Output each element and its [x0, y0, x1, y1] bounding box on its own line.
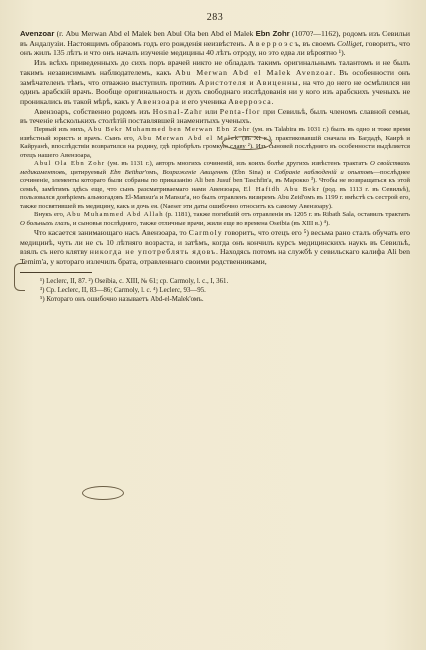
text-run: говоритъ, что отецъ его ⁵) весьма рано сталъ обучать его медицинѣ, чуть ли не съ 10 лѣтняго возраста, и затѣмъ, когда онъ кончилъ курсъ медицинскихъ наукъ въ Севильѣ, взялъ съ него клятву [20, 228, 410, 257]
text-run: Penta-flor [219, 106, 261, 116]
text-run: Abu Muhammed Abd Allah [66, 211, 164, 219]
text-run: Изъ всѣхъ приведенныхъ до сихъ поръ врачей никто не обладалъ такимъ оригинальнымъ талантомъ и не былъ такимъ независимымъ наблюдателемъ, какъ [20, 58, 410, 77]
text-run: О больныхъ глазъ [20, 219, 70, 227]
text-run: (Ebn Sina) и [228, 168, 275, 176]
text-run: El Hafidh Abu Bekr [243, 185, 320, 193]
text-run: , цитируемый [65, 168, 110, 176]
footnote: ¹) Leclerc, II, 87. ²) Oseibia, с. XIII, № 61; ср. Carmoly, l. c., I, 361. [40, 277, 229, 285]
text-run: Abu Merwan Abd el Malek [137, 134, 240, 142]
text-run: Аристотеля [198, 77, 247, 87]
text-run: Внукъ его, [34, 211, 67, 219]
text-run: Возраженіе Авиценнѣ [162, 168, 229, 176]
text-run: Авензоаръ, собственно родомъ изъ [34, 106, 153, 116]
text-run: Carmoly [188, 228, 223, 238]
paragraph [20, 211, 410, 228]
text-run: Hosnal-Zahr [152, 106, 203, 116]
paragraph [20, 228, 410, 267]
text-run: Abul Ola Ebn Zohr [34, 160, 106, 168]
text-run: и его ученика [179, 96, 229, 106]
text-run: Первый изъ нихъ, [34, 126, 88, 134]
text-run: Colliget [337, 38, 362, 48]
text-run: Ebn Beithar [110, 168, 145, 176]
text-run: или [202, 106, 220, 116]
text-run: (г. Abu Merwan Abd el Malek ben Abul Ola ben Abd el Malek [54, 29, 256, 38]
text-run: (ум. въ 1131 г.), авторъ многихъ сочиненій, изъ коихъ болѣе другихъ извѣстенъ трактатъ [105, 160, 370, 168]
text-run: (род. въ 1113 г. въ Севильѣ), пользовался довѣріемъ альмогадовъ El-Mansur'а и Mansur'а, но былъ отравленъ визиремъ Abu Zeid'омъ въ 1199 г. вмѣстѣ съ сестрой его, также посвятившей въ медицину, какъ и дочь ея. (Naeser эти даты ошибочно относитъ къ самому Авензоару). [20, 185, 410, 210]
text-run: 'омъ, [144, 168, 163, 176]
text-run: . Находясь потомъ на службѣ у севильскаго калифа Ali ben Temim'а, у котораго излечилъ брата, отравленнаго своими родственниками, [20, 247, 410, 267]
text-run: Avenzoar [20, 29, 55, 38]
pencil-circle-mark [82, 486, 124, 500]
paragraph [20, 126, 410, 160]
page-number: 283 [206, 12, 224, 23]
text-run: Авензоара [136, 96, 180, 106]
text-run: никогда не употреблять ядовъ [89, 247, 217, 257]
text-run: Что касается занимающаго насъ Авензоара, то [34, 228, 189, 238]
text-run: . [271, 96, 274, 106]
text-run: (въ XI в.), практиковавшій сначала въ Багдадѣ, Каирѣ и Кайруанѣ, впослѣдствіи возвратился на родину, гдѣ пріобрѣлъ громкую славу ²). Изъ сыновей послѣдняго въ особенности выдѣляется отецъ нашего Авензоара, [20, 134, 410, 159]
text-run: Abu Merwan Abd el Malek Avenzoar [175, 67, 334, 77]
paragraph [20, 29, 410, 58]
text-run: Ebn Zohr [255, 29, 290, 38]
text-run: и [246, 77, 257, 87]
paragraph [20, 160, 410, 211]
paragraph [20, 58, 410, 107]
text-run: Abu Bekr Muhammed ben Merwan Ebn Zohr [87, 126, 251, 134]
text-run: , на что до него не осмѣлился ни одинъ арабскій врачъ. Вообще оригинальность и духъ свободнаго изслѣдованія ни у кого изъ арабскихъ ученыхъ не проникались въ такой мѣрѣ, какъ у [20, 77, 410, 106]
text-run: О свойствахъ медикаментовъ [20, 160, 411, 176]
footnote-rule [20, 272, 92, 273]
text-run: (1070?—1162), родомъ изъ Севильи въ Андалузіи. Настоящимъ образомъ годъ его рожденія неизвѣстенъ. А в е р р о э с ъ, въ своемъ [20, 29, 410, 48]
text-run: Аверроэса [228, 96, 272, 106]
body-text [20, 29, 410, 267]
text-run: Авиценны [256, 77, 299, 87]
text-run: , говоритъ, что онъ жилъ 135 лѣтъ и что онъ началъ изученіе медицины 40 лѣтъ отроду, но это едва ли вѣроятно ¹). [20, 38, 410, 58]
text-run: —послѣднее сочиненіе, элементы котораго были собраны по приказанію Ali ben Jusuf ben Taschfin'а, въ Марокко ³). Чтобы не возвращаться къ этой семьѣ, замѣтимъ здѣсь еще, что сынъ разсматриваемаго нами Авензоара, [20, 168, 410, 193]
text-run: при Севильѣ, былъ членомъ славной семьи, въ теченіе нѣсколькихъ столѣтій поставлявшей знаменитыхъ ученыхъ. [20, 106, 410, 126]
footnote: ³) Ср. Leclerc, II, 83—86; Carmoly, l. c. ⁴) Leclerc, 93—95. [40, 286, 206, 294]
text-run: (р. 1181), также погибшій отъ отравленія въ 1205 г. въ Ribath Sala, оставилъ трактатъ [163, 211, 410, 219]
text-run: (ум. въ Talabira въ 1031 г.) былъ въ одно и тоже время извѣстный юристъ и врачъ. Сынъ его, [20, 126, 411, 142]
text-run: . Въ особенности онъ замѣчателенъ тѣмъ, что отважно выступилъ противъ [20, 67, 411, 87]
paragraph [20, 107, 410, 126]
text-run: Собраніе наблюденій и опытовъ [274, 168, 374, 176]
footnote: ⁵) Котораго онъ ошибочно называетъ Abd-el-Malek'омъ. [40, 295, 204, 303]
footnotes [20, 277, 410, 304]
text-run: , и сыновья послѣдняго, также отличные врачи, жили еще во времена Oseibia (въ XIII в.) ⁴). [69, 219, 330, 227]
